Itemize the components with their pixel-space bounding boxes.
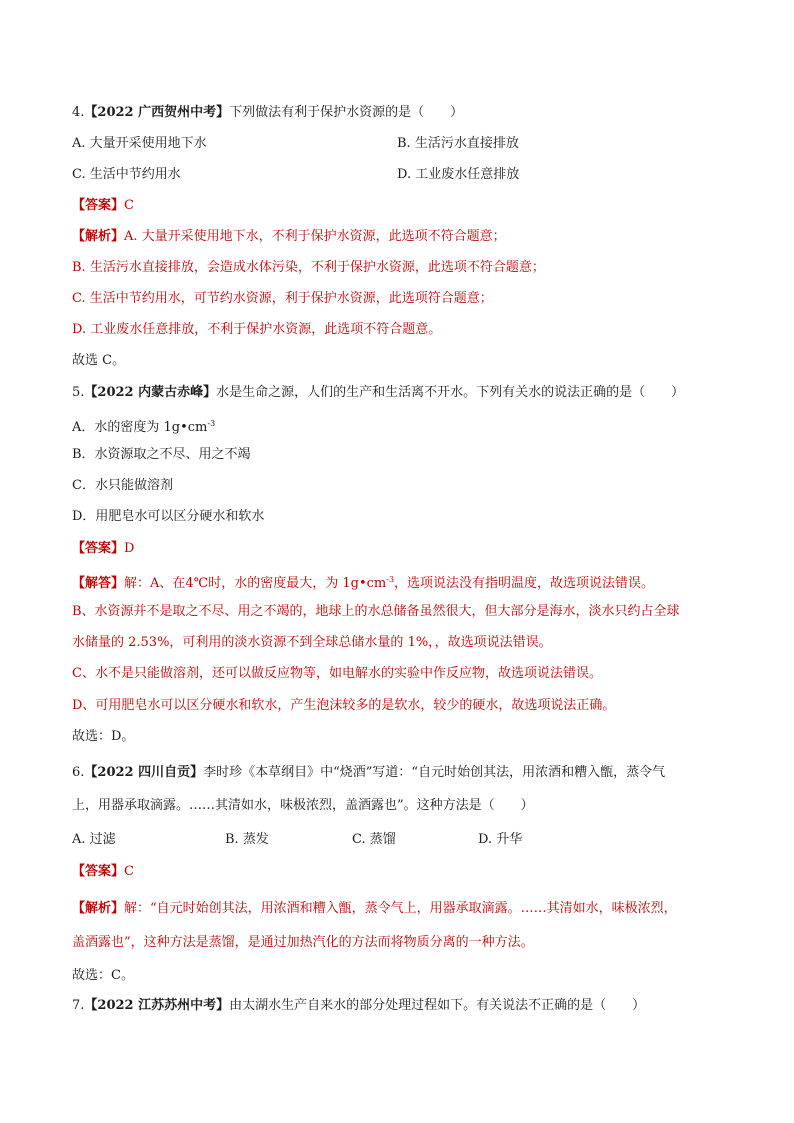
answer-value: C: [124, 864, 134, 879]
q6-option-c: C. 蒸馏: [352, 832, 396, 847]
question-source: 【2022 广西贺州中考】: [84, 105, 230, 120]
q4-conclusion: 故选 C。: [72, 353, 126, 368]
question-text: 李时珍《本草纲目》中“烧酒”写道：“自元时始创其法，用浓酒和糟入甑，蒸令气: [203, 765, 666, 780]
q4-answer: [72, 197, 134, 215]
q6-analysis-line-2: 盖酒露也”，这种方法是蒸馏，是通过加热汽化的方法而将物质分离的一种方法。: [72, 935, 534, 950]
analysis-text: 解：“自元时始创其法，用浓酒和糟入甑，蒸令气上，用器承取滴露。……其清如水，味极浓烈，: [124, 901, 677, 916]
q5-analysis-line-1: [72, 571, 654, 593]
question-number: 7.: [72, 998, 85, 1013]
question-4-stem: [72, 104, 463, 122]
analysis-label: 【解析】: [72, 229, 125, 244]
question-number: 5.: [72, 385, 85, 400]
q4-analysis-line-4: D. 工业废水任意排放，不利于保护水资源，此选项不符合题意。: [72, 322, 442, 337]
question-6-stem-line-2: 上，用器承取滴露。……其清如水，味极浓烈，盖酒露也”。这种方法是（ ）: [72, 798, 534, 813]
answer-value: D: [124, 541, 135, 556]
analysis-label: 【解析】: [72, 901, 125, 916]
q4-option-b: B. 生活污水直接排放: [397, 136, 519, 151]
analysis-text: ，选项说法没有指明温度，故选项说法错误。: [394, 576, 655, 591]
answer-label: 【答案】: [72, 198, 125, 213]
q5-option-a: [72, 415, 215, 437]
q6-conclusion: 故选：C。: [72, 968, 134, 983]
question-number: 6.: [72, 765, 85, 780]
question-7-stem: [72, 997, 645, 1015]
q6-answer: [72, 863, 134, 881]
q5-conclusion: 故选：D。: [72, 729, 135, 744]
superscript: -3: [386, 575, 395, 584]
q4-option-c: C. 生活中节约用水: [72, 167, 181, 182]
q5-analysis-line-2: B、水资源并不是取之不尽、用之不竭的，地球上的水总储备虽然很大，但大部分是海水，淡水只约占全球: [72, 604, 680, 619]
q4-option-a: A. 大量开采使用地下水: [72, 136, 207, 151]
question-text: 水是生命之源，人们的生产和生活离不开水。下列有关水的说法正确的是（ ）: [216, 385, 685, 400]
q5-analysis-line-4: C、水不是只能做溶剂，还可以做反应物等，如电解水的实验中作反应物，故选项说法错误。: [72, 666, 602, 681]
answer-label: 【答案】: [72, 541, 125, 556]
question-text: 由太湖水生产自来水的部分处理过程如下。有关说法不正确的是（ ）: [229, 998, 646, 1013]
question-number: 4.: [72, 105, 85, 120]
q5-option-b: B．水资源取之不尽、用之不竭: [72, 447, 251, 462]
q4-analysis-line-2: B. 生活污水直接排放，会造成水体污染，不利于保护水资源，此选项不符合题意；: [72, 260, 545, 275]
q5-answer: [72, 540, 134, 558]
question-source: 【2022 四川自贡】: [84, 765, 204, 780]
analysis-text: 解：A、在: [124, 576, 186, 591]
question-5-stem: [72, 384, 684, 402]
q6-option-a: A. 过滤: [72, 832, 116, 847]
question-text: 下列做法有利于保护水资源的是（ ）: [229, 105, 464, 120]
q4-analysis-line-3: C. 生活中节约用水，可节约水资源，利于保护水资源，此选项符合题意；: [72, 291, 493, 306]
question-6-stem-line-1: [72, 764, 665, 782]
answer-value: C: [124, 198, 134, 213]
analysis-label: 【解答】: [72, 576, 125, 591]
question-source: 【2022 江苏苏州中考】: [84, 998, 230, 1013]
analysis-highlight: 4℃时，水的密度最大，为 1g•cm: [185, 576, 387, 591]
q5-option-c: C．水只能做溶剂: [72, 478, 173, 493]
q4-analysis-line-1: [72, 228, 506, 246]
question-source: 【2022 内蒙古赤峰】: [84, 385, 217, 400]
q5-option-d: D．用肥皂水可以区分硬水和软水: [72, 509, 265, 524]
option-text: A．水的密度为 1g•cm: [72, 420, 208, 435]
q6-option-d: D. 升华: [478, 832, 523, 847]
q5-analysis-line-5: D、可用肥皂水可以区分硬水和软水，产生泡沫较多的是软水，较少的硬水，故选项说法正确。: [72, 698, 616, 713]
q5-analysis-line-3: 水储量的 2.53%，可利用的淡水资源不到全球总储水量的 1%，，故选项说法错误。: [72, 635, 552, 650]
q6-option-b: B. 蒸发: [225, 832, 269, 847]
q6-analysis-line-1: [72, 900, 677, 918]
analysis-text: A. 大量开采使用地下水，不利于保护水资源，此选项不符合题意；: [124, 229, 506, 244]
answer-label: 【答案】: [72, 864, 125, 879]
superscript: -3: [207, 419, 216, 428]
q4-option-d: D. 工业废水任意排放: [397, 167, 520, 182]
